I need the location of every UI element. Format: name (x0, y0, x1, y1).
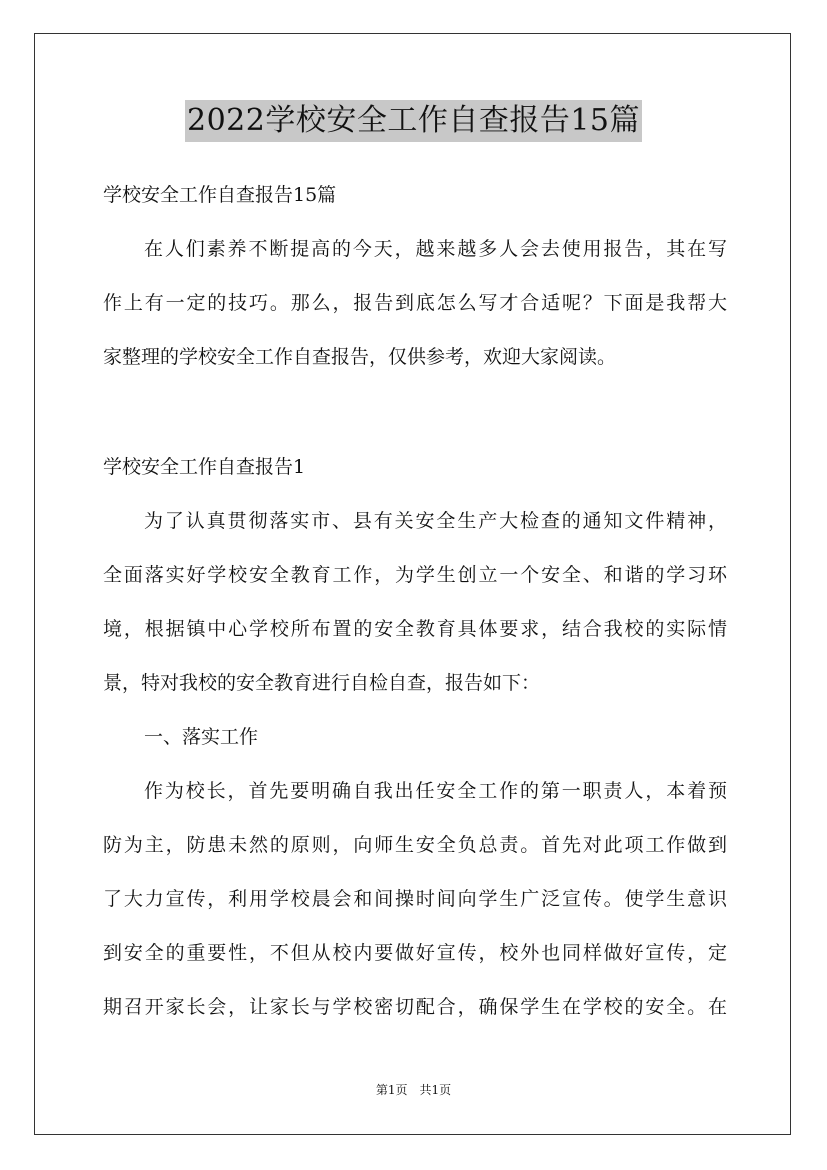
paragraph2-line-2: 防为主，防患未然的原则，向师生安全负总责。首先对此项工作做到 (103, 834, 727, 856)
paragraph1-line-4: 景，特对我校的安全教育进行自检自查，报告如下： (103, 672, 541, 694)
intro-line-2: 作上有一定的技巧。那么，报告到底怎么写才合适呢？下面是我帮大 (103, 292, 727, 314)
page-footer (0, 1082, 827, 1098)
document-title: 2022学校安全工作自查报告15篇 (185, 100, 642, 142)
document-subtitle: 学校安全工作自查报告15篇 (103, 184, 337, 206)
section-heading: 学校安全工作自查报告1 (103, 456, 306, 478)
page-number: 第1页 (375, 1083, 408, 1097)
paragraph1-line-3: 境，根据镇中心学校所布置的安全教育具体要求，结合我校的实际情 (103, 618, 727, 640)
intro-line-3: 家整理的学校安全工作自查报告，仅供参考，欢迎大家阅读。 (103, 346, 617, 368)
paragraph2-line-5: 期召开家长会，让家长与学校密切配合，确保学生在学校的安全。在 (103, 996, 727, 1018)
paragraph1-line-1: 为了认真贯彻落实市、县有关安全生产大检查的通知文件精神， (144, 510, 727, 532)
title-container (0, 100, 827, 142)
paragraph2-line-4: 到安全的重要性，不但从校内要做好宣传，校外也同样做好宣传，定 (103, 942, 727, 964)
paragraph2-line-3: 了大力宣传，利用学校晨会和间操时间向学生广泛宣传。使学生意识 (103, 888, 727, 910)
intro-line-1: 在人们素养不断提高的今天，越来越多人会去使用报告，其在写 (144, 238, 727, 260)
page-total: 共1页 (419, 1083, 452, 1097)
paragraph1-line-2: 全面落实好学校安全教育工作，为学生创立一个安全、和谐的学习环 (103, 564, 727, 586)
paragraph2-line-1: 作为校长，首先要明确自我出任安全工作的第一职责人，本着预 (144, 780, 727, 802)
subheading: 一、落实工作 (144, 726, 259, 748)
